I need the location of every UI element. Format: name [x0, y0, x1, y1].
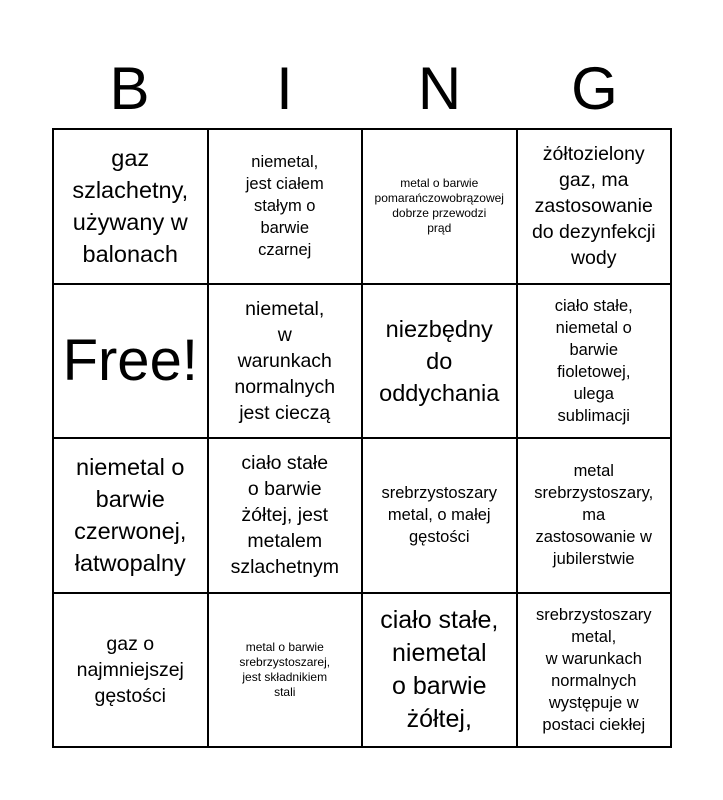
bingo-cell[interactable] [54, 439, 209, 594]
cell-text: niezbędny do oddychania [379, 315, 500, 406]
bingo-cell[interactable] [363, 285, 518, 440]
bingo-cell[interactable] [518, 594, 673, 749]
bingo-cell[interactable] [209, 439, 364, 594]
bingo-cell[interactable] [54, 130, 209, 285]
header-letter-n: N [417, 55, 462, 122]
bingo-cell[interactable] [518, 285, 673, 440]
cell-text: ciało stałe, niemetal o barwie żółtej, [380, 605, 499, 733]
cell-text: srebrzystoszary metal, o małej gęstości [381, 484, 498, 547]
header-letter-b: B [109, 55, 150, 122]
cell-text: żółtozielony gaz, ma zastosowanie do dezynfekcji wody [531, 143, 656, 270]
cell-text: ciało stałe, niemetal o barwie fioletowej, ulega sublimacji [554, 296, 633, 425]
header-letter-g: G [571, 55, 618, 122]
bingo-cell[interactable] [363, 130, 518, 285]
bingo-cell[interactable] [209, 130, 364, 285]
cell-text: metal srebrzystoszary, ma zastosowanie w jubilerstwie [534, 462, 654, 569]
cell-text: niemetal, jest ciałem stałym o barwie czarnej [245, 153, 324, 260]
cell-text: niemetal o barwie czerwonej, łatwopalny [74, 454, 187, 577]
cell-text: niemetal, w warunkach normalnych jest cieczą [234, 297, 336, 424]
bingo-cell[interactable] [54, 594, 209, 749]
bingo-cell[interactable] [518, 439, 673, 594]
bingo-cell[interactable] [363, 439, 518, 594]
free-space-cell[interactable] [54, 285, 209, 440]
cell-text: metal o barwie pomarańczowobrązowej dobrze przewodzi prąd [374, 176, 504, 236]
cell-text: ciało stałe o barwie żółtej, jest metalem szlachetnym [230, 452, 339, 579]
cell-text: gaz szlachetny, używany w balonach [72, 145, 189, 268]
bingo-cell[interactable] [363, 594, 518, 749]
free-space-text: Free! [62, 327, 198, 393]
bingo-cell[interactable] [209, 594, 364, 749]
bingo-card [52, 128, 672, 748]
cell-text: srebrzystoszary metal, w warunkach normalnych występuje w postaci ciekłej [535, 605, 652, 734]
cell-text: metal o barwie srebrzystoszarej, jest składnikiem stali [239, 639, 331, 699]
bingo-cell[interactable] [518, 130, 673, 285]
bingo-cell[interactable] [209, 285, 364, 440]
cell-text: gaz o najmniejszej gęstości [76, 632, 184, 707]
bingo-header [52, 50, 672, 128]
header-letter-i: I [276, 55, 293, 122]
